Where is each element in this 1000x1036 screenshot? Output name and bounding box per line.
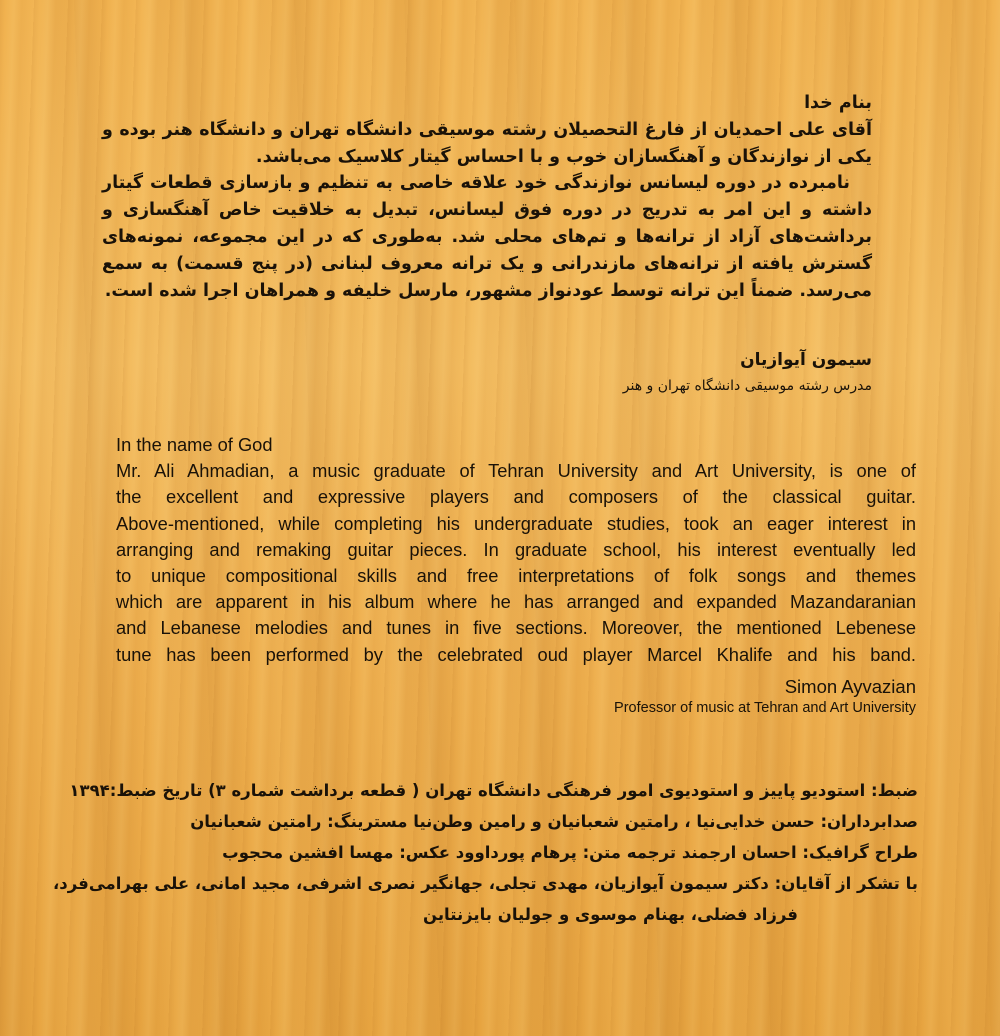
english-line: which are apparent in his album where he has arranged and expanded Mazandaranian xyxy=(116,591,916,613)
persian-signature xyxy=(102,350,872,394)
credits-line: طراح گرافیک: احسان ارجمند ترجمه متن: پرهام پورداوود عکس: مهسا افشین محجوب xyxy=(222,843,918,862)
english-line: Mr. Ali Ahmadian, a music graduate of Tehran University and Art University, is one of xyxy=(116,460,916,482)
persian-signature-name: سیمون آیوازیان xyxy=(740,350,872,370)
persian-text-block xyxy=(102,90,872,304)
english-signature-name: Simon Ayvazian xyxy=(784,676,916,697)
credits-line: با تشکر از آقایان: دکتر سیمون آیوازیان، مهدی تجلی، جهانگیر نصری اشرفی، مجید امانی، علی بهرامی‌فرد، xyxy=(53,874,918,893)
persian-paragraph-2: نامبرده در دوره لیسانس نوازندگی خود علاقه خاصی به تنظیم و بازسازی قطعات گیتار داشته و این امر به تدریج در دوره فوق لیسانس، تبدیل به خلاقیت خاص آهنگسازی و برداشت‌های آزاد از ترانه‌ها و تم‌های محلی شد. به‌طوری که در این مجموعه، نمونه‌های گسترش یافته از ترانه‌های مازندرانی و یک ترانه معروف لبنانی (در پنج قسمت) به سمع می‌رسد. ضمناً این ترانه توسط عودنواز مشهور، مارسل خلیفه و همراهان اجرا شده است. xyxy=(102,173,872,301)
english-line: and Lebanese melodies and tunes in five sections. Moreover, the mentioned Lebenese xyxy=(116,617,916,639)
english-line: to unique compositional skills and free interpretations of folk songs and themes xyxy=(116,565,916,587)
english-line: tune has been performed by the celebrated oud player Marcel Khalife and his band. xyxy=(116,643,916,665)
persian-greeting: بنام خدا xyxy=(804,93,872,113)
credits-block xyxy=(53,775,918,930)
english-text-block xyxy=(116,432,916,668)
english-line: the excellent and expressive players and composers of the classical guitar. xyxy=(116,486,916,508)
english-greeting: In the name of God xyxy=(116,434,273,455)
persian-paragraph-1: آقای علی احمدیان از فارغ التحصیلان رشته موسیقی دانشگاه تهران و دانشگاه هنر بوده و یکی از نوازندگان و آهنگسازان خوب و با احساس گیتار کلاسیک می‌باشد. xyxy=(102,119,872,167)
credits-line: صدابرداران: حسن خدایی‌نیا ، رامتین شعبانیان و رامین وطن‌نیا مسترینگ: رامتین شعبانیان xyxy=(190,812,918,831)
english-line: Above-mentioned, while completing his undergraduate studies, took an eager interest in xyxy=(116,512,916,534)
english-signature-title: Professor of music at Tehran and Art University xyxy=(614,700,916,716)
credits-line: ضبط: استودیو پاییز و استودیوی امور فرهنگی دانشگاه تهران ( قطعه برداشت شماره ۳) تاریخ ضبط:۱۳۹۴ xyxy=(69,781,918,800)
english-line: arranging and remaking guitar pieces. In graduate school, his interest eventually led xyxy=(116,538,916,560)
credits-line: فرزاد فضلی، بهنام موسوی و جولیان بایزنتاین xyxy=(422,905,798,924)
persian-signature-title: مدرس رشته موسیقی دانشگاه تهران و هنر xyxy=(622,378,872,394)
english-signature xyxy=(116,676,916,716)
